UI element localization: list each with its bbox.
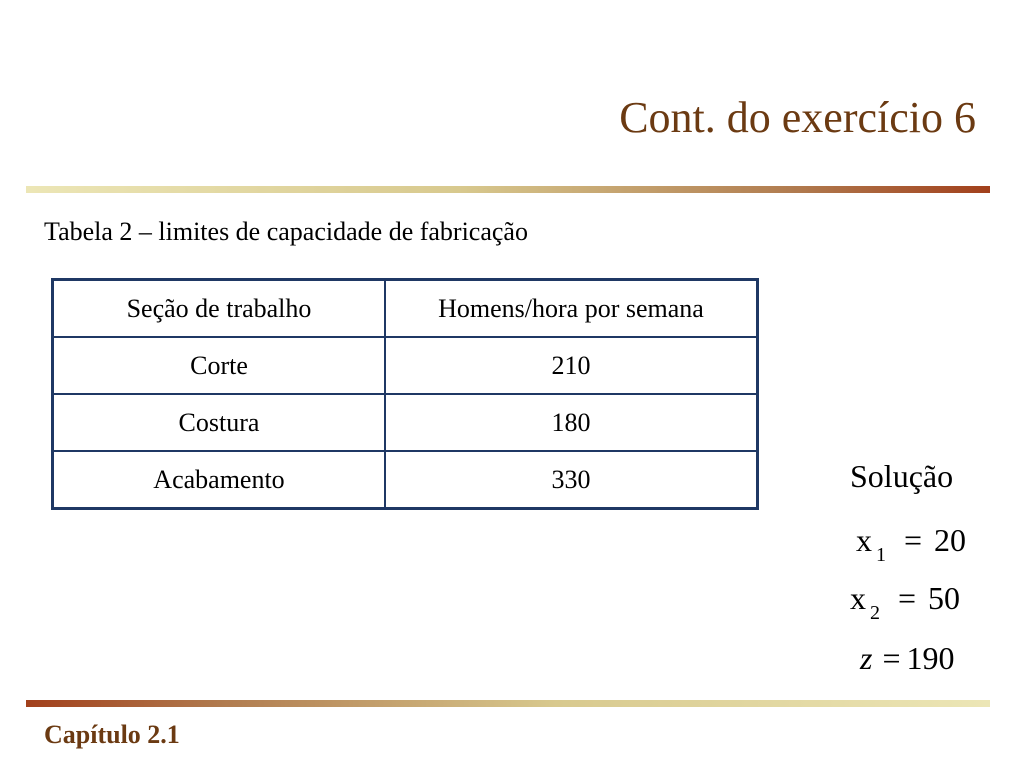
table-cell-hours: 330 [385, 451, 758, 509]
table-header-row [53, 280, 758, 338]
equation-operator: = [882, 640, 901, 676]
table-caption: Tabela 2 – limites de capacidade de fabricação [44, 217, 528, 246]
equation-x1 [856, 522, 967, 566]
equation-z [860, 640, 955, 677]
capacity-table [51, 278, 759, 510]
solution-label: Solução [850, 458, 954, 494]
bottom-divider-bar [26, 700, 990, 707]
equation-value: 20 [934, 522, 967, 558]
equation-variable: z [860, 640, 873, 676]
table-cell-section: Acabamento [53, 451, 386, 509]
equation-variable: x [850, 580, 866, 616]
top-divider-bar [26, 186, 990, 193]
table-row [53, 394, 758, 451]
table-row [53, 337, 758, 394]
equation-subscript: 2 [870, 602, 880, 624]
table-cell-hours: 210 [385, 337, 758, 394]
table-cell-section: Corte [53, 337, 386, 394]
table-cell-section: Costura [53, 394, 386, 451]
footer-chapter: Capítulo 2.1 [44, 720, 180, 749]
equation-subscript: 1 [876, 544, 886, 566]
equation-value: 190 [906, 640, 955, 676]
slide-title: Cont. do exercício 6 [619, 93, 976, 142]
equation-value: 50 [928, 580, 961, 616]
table-cell-hours: 180 [385, 394, 758, 451]
equation-x2 [850, 580, 961, 624]
table-row [53, 451, 758, 509]
header-cell-hours: Homens/hora por semana [385, 280, 758, 338]
header-cell-section: Seção de trabalho [53, 280, 386, 338]
equation-operator: = [904, 522, 923, 558]
equation-operator: = [898, 580, 917, 616]
equation-variable: x [856, 522, 872, 558]
